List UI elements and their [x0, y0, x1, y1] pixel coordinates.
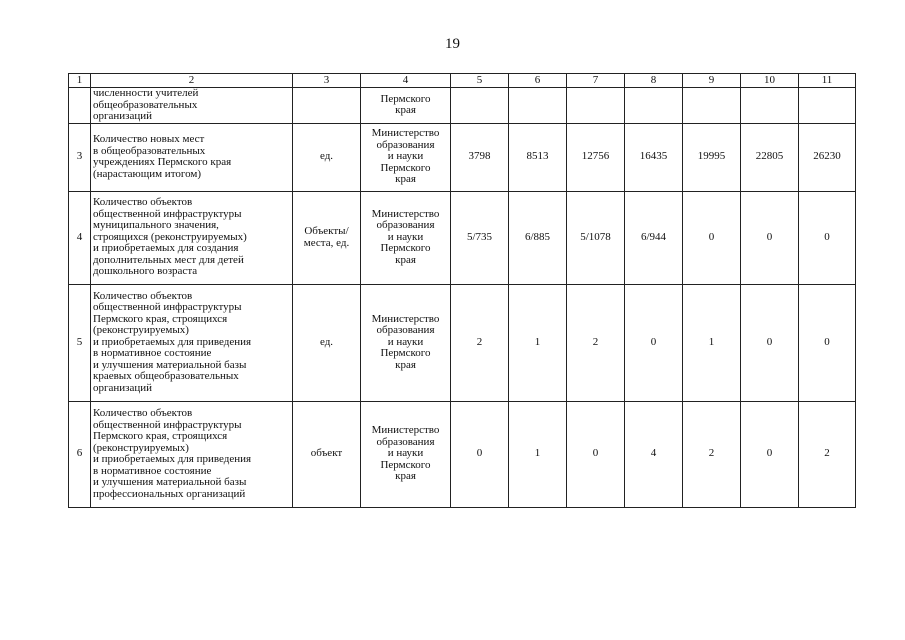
row-number: 5 — [69, 284, 91, 401]
value-cell: 4 — [625, 401, 683, 507]
unit-cell: Объекты/ места, ед. — [293, 191, 361, 284]
indicator-name: Количество новых мест в общеобразовательных учреждениях Пермского края (нарастающим итогом) — [91, 123, 293, 191]
value-cell — [509, 88, 567, 124]
value-cell: 1 — [683, 284, 741, 401]
value-cell — [741, 88, 799, 124]
responsible-org: Министерство образования и науки Пермского края — [361, 284, 451, 401]
column-header: 6 — [509, 74, 567, 88]
value-cell: 0 — [741, 284, 799, 401]
value-cell: 2 — [451, 284, 509, 401]
value-cell — [567, 88, 625, 124]
value-cell: 5/1078 — [567, 191, 625, 284]
row-number: 3 — [69, 123, 91, 191]
value-cell: 1 — [509, 401, 567, 507]
responsible-org: Пермского края — [361, 88, 451, 124]
value-cell: 3798 — [451, 123, 509, 191]
row-number: 4 — [69, 191, 91, 284]
column-header: 7 — [567, 74, 625, 88]
unit-cell: объект — [293, 401, 361, 507]
column-header: 1 — [69, 74, 91, 88]
column-number-row — [69, 74, 856, 88]
column-header: 11 — [799, 74, 856, 88]
value-cell: 0 — [451, 401, 509, 507]
row-number: 6 — [69, 401, 91, 507]
value-cell: 12756 — [567, 123, 625, 191]
value-cell: 1 — [509, 284, 567, 401]
table-row — [69, 401, 856, 507]
responsible-org: Министерство образования и науки Пермского края — [361, 191, 451, 284]
value-cell: 2 — [799, 401, 856, 507]
value-cell: 6/885 — [509, 191, 567, 284]
value-cell — [625, 88, 683, 124]
column-header: 3 — [293, 74, 361, 88]
indicator-name: Количество объектов общественной инфраструктуры Пермского края, строящихся (реконструируемых) и приобретаемых для приведения в нормативное состояние и улучшения материальной базы краевых общеобразовательных организаций — [91, 284, 293, 401]
unit-cell: ед. — [293, 284, 361, 401]
value-cell: 19995 — [683, 123, 741, 191]
value-cell: 0 — [741, 191, 799, 284]
indicator-name: Количество объектов общественной инфраструктуры муниципального значения, строящихся (реконструируемых) и приобретаемых для создания дополнительных мест для детей дошкольного возраста — [91, 191, 293, 284]
value-cell: 16435 — [625, 123, 683, 191]
column-header: 2 — [91, 74, 293, 88]
table-row — [69, 88, 856, 124]
value-cell: 2 — [567, 284, 625, 401]
value-cell: 26230 — [799, 123, 856, 191]
column-header: 4 — [361, 74, 451, 88]
column-header: 10 — [741, 74, 799, 88]
value-cell: 22805 — [741, 123, 799, 191]
indicator-name: численности учителей общеобразовательных организаций — [91, 88, 293, 124]
page-number: 19 — [445, 36, 460, 52]
value-cell: 0 — [567, 401, 625, 507]
value-cell: 8513 — [509, 123, 567, 191]
value-cell — [799, 88, 856, 124]
column-header: 9 — [683, 74, 741, 88]
responsible-org: Министерство образования и науки Пермского края — [361, 401, 451, 507]
unit-cell — [293, 88, 361, 124]
value-cell: 0 — [799, 191, 856, 284]
value-cell: 6/944 — [625, 191, 683, 284]
table-row — [69, 191, 856, 284]
unit-cell: ед. — [293, 123, 361, 191]
column-header: 5 — [451, 74, 509, 88]
value-cell — [683, 88, 741, 124]
value-cell: 0 — [683, 191, 741, 284]
table-row — [69, 123, 856, 191]
value-cell: 2 — [683, 401, 741, 507]
table-row — [69, 284, 856, 401]
indicator-table — [68, 73, 856, 508]
row-number — [69, 88, 91, 124]
value-cell: 0 — [799, 284, 856, 401]
responsible-org: Министерство образования и науки Пермского края — [361, 123, 451, 191]
column-header: 8 — [625, 74, 683, 88]
value-cell: 5/735 — [451, 191, 509, 284]
value-cell: 0 — [741, 401, 799, 507]
value-cell — [451, 88, 509, 124]
value-cell: 0 — [625, 284, 683, 401]
indicator-name: Количество объектов общественной инфраструктуры Пермского края, строящихся (реконструируемых) и приобретаемых для приведения в нормативное состояние и улучшения материальной базы профессиональных организаций — [91, 401, 293, 507]
